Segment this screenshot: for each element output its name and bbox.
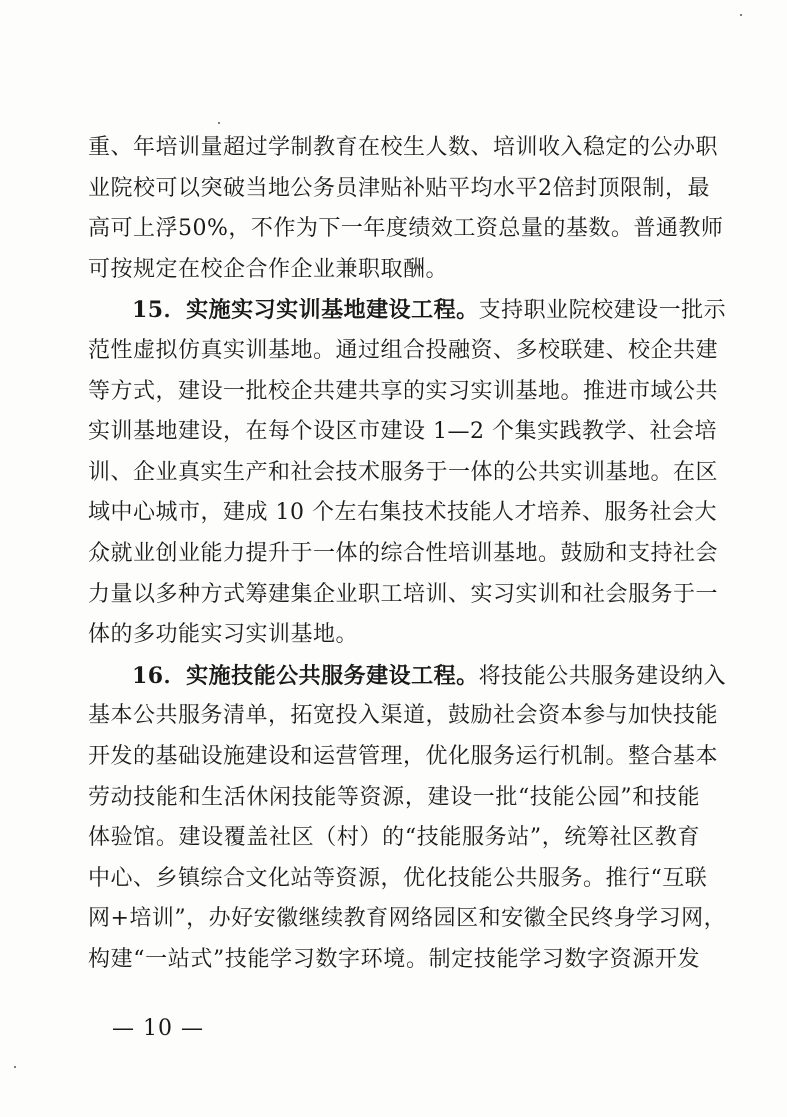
text-line: 体验馆。建设覆盖社区（村）的“技能服务站”，统筹社区教育 <box>88 825 700 851</box>
text-line: 众就业创业能力提升于一体的综合性培训基地。鼓励和支持社会 <box>88 540 719 566</box>
paragraph-16-first-text: 将技能公共服务建设纳入 <box>478 663 727 689</box>
paragraph-16-heading: 16．实施技能公共服务建设工程。 <box>132 662 479 689</box>
scan-speck <box>740 14 742 16</box>
text-line: 高可上浮50%，不作为下一年度绩效工资总量的基数。普通教师 <box>88 216 724 242</box>
text-line: 训、企业真实生产和社会技术服务于一体的公共实训基地。在区 <box>88 459 719 485</box>
text-line: 范性虚拟仿真实训基地。通过组合投融资、多校联建、校企共建 <box>88 337 719 363</box>
text-line: 基本公共服务清单，拓宽投入渠道，鼓励社会资本参与加快技能 <box>88 703 719 729</box>
text-line: 网+培训”，办好安徽继续教育网络园区和安徽全民终身学习网， <box>88 906 727 932</box>
text-line: 业院校可以突破当地公务员津贴补贴平均水平2倍封顶限制，最 <box>88 175 710 201</box>
text-line: 开发的基础设施建设和运营管理，优化服务运行机制。整合基本 <box>88 743 719 769</box>
text-line: 等方式，建设一批校企共建共享的实习实训基地。推进市域公共 <box>88 378 719 404</box>
paragraph-15-first-text: 支持职业院校建设一批示 <box>478 298 727 324</box>
text-line: 域中心城市，建成 10 个左右集技术技能人才培养、服务社会大 <box>88 500 717 526</box>
paragraph-15-first-line <box>88 290 727 331</box>
text-line: 构建“一站式”技能学习数字环境。制定技能学习数字资源开发 <box>88 946 700 972</box>
text-line: 可按规定在校企合作企业兼职取酬。 <box>88 256 449 282</box>
scan-speck <box>218 122 220 124</box>
scan-speck <box>14 1066 16 1068</box>
paragraph-15-heading: 15．实施实习实训基地建设工程。 <box>132 297 479 324</box>
text-line: 实训基地建设，在每个设区市建设 1—2 个集实践教学、社会培 <box>88 419 717 445</box>
page-number: — 10 — <box>112 1016 204 1041</box>
text-line: 中心、乡镇综合文化站等资源，优化技能公共服务。推行“互联 <box>88 865 708 891</box>
paragraph-16-first-line <box>88 656 727 697</box>
text-line: 力量以多种方式筹建集企业职工培训、实习实训和社会服务于一 <box>88 581 719 607</box>
body-text <box>88 128 727 980</box>
text-line: 体的多功能实习实训基地。 <box>88 622 359 648</box>
text-line: 重、年培训量超过学制教育在校生人数、培训收入稳定的公办职 <box>88 135 719 160</box>
text-line: 劳动技能和生活休闲技能等资源，建设一批“技能公园”和技能 <box>88 784 700 810</box>
